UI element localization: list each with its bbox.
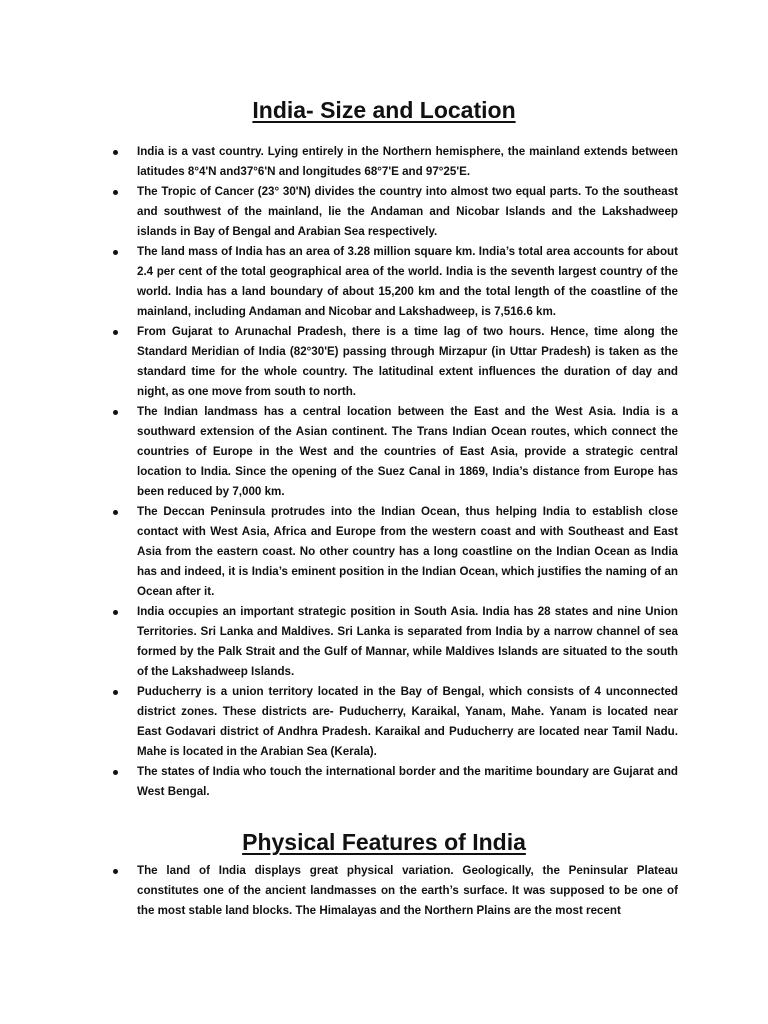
bullet-icon xyxy=(113,150,118,155)
list-item-text: From Gujarat to Arunachal Pradesh, there is a time lag of two hours. Hence, time along the Standard Meridian of India (82°30'E) passing through Mirzapur (in Uttar Pradesh) is taken as the standard time for the whole country. The latitudinal extent influences the duration of day and night, as one move from south to north. xyxy=(137,325,678,398)
list-item xyxy=(108,402,678,502)
list-item xyxy=(108,142,678,182)
list-item-text: The Deccan Peninsula protrudes into the Indian Ocean, thus helping India to establish close contact with West Asia, Africa and Europe from the western coast and with Southeast and East Asia from the eastern coast. No other country has a long coastline on the Indian Ocean as India has and indeed, it is India’s eminent position in the Indian Ocean, which justifies the naming of an Ocean after it. xyxy=(137,505,678,598)
bullet-icon xyxy=(113,610,118,615)
list-item-text: India is a vast country. Lying entirely in the Northern hemisphere, the mainland extends between latitudes 8°4'N and37°6'N and longitudes 68°7'E and 97°25'E. xyxy=(137,145,678,178)
bullet-icon xyxy=(113,410,118,415)
bullet-icon xyxy=(113,190,118,195)
bullet-icon xyxy=(113,330,118,335)
section-title-physical-features: Physical Features of India xyxy=(242,829,526,855)
list-item-text: The states of India who touch the international border and the maritime boundary are Gujarat and West Bengal. xyxy=(137,765,678,798)
list-item-text: The Tropic of Cancer (23° 30'N) divides the country into almost two equal parts. To the southeast and southwest of the mainland, lie the Andaman and Nicobar Islands and the Lakshadweep islands in Bay of Bengal and Arabian Sea respectively. xyxy=(137,185,678,238)
list-item xyxy=(108,182,678,242)
section-title-size-location: India- Size and Location xyxy=(252,97,516,123)
physical-features-bullet-list xyxy=(108,861,678,921)
size-location-bullet-list xyxy=(108,142,678,802)
list-item-text: India occupies an important strategic position in South Asia. India has 28 states and nine Union Territories. Sri Lanka and Maldives. Sri Lanka is separated from India by a narrow channel of sea formed by the Palk Strait and the Gulf of Mannar, while Maldives Islands are situated to the south of the Lakshadweep Islands. xyxy=(137,605,678,678)
bullet-icon xyxy=(113,510,118,515)
list-item-text: The Indian landmass has a central location between the East and the West Asia. India is a southward extension of the Asian continent. The Trans Indian Ocean routes, which connect the countries of Europe in the West and the countries of East Asia, provide a strategic central location to India. Since the opening of the Suez Canal in 1869, India’s distance from Europe has been reduced by 7,000 km. xyxy=(137,405,678,498)
list-item xyxy=(108,861,678,921)
list-item-text: The land of India displays great physical variation. Geologically, the Peninsular Plateau constitutes one of the ancient landmasses on the earth’s surface. It was supposed to be one of the most stable land blocks. The Himalayas and the Northern Plains are the most recent xyxy=(137,864,678,917)
bullet-icon xyxy=(113,690,118,695)
list-item-text: The land mass of India has an area of 3.28 million square km. India’s total area accounts for about 2.4 per cent of the total geographical area of the world. India is the seventh largest country of the world. India has a land boundary of about 15,200 km and the total length of the coastline of the mainland, including Andaman and Nicobar and Lakshadweep, is 7,516.6 km. xyxy=(137,245,678,318)
list-item xyxy=(108,762,678,802)
bullet-icon xyxy=(113,770,118,775)
list-item xyxy=(108,682,678,762)
list-item-text: Puducherry is a union territory located in the Bay of Bengal, which consists of 4 unconnected district zones. These districts are- Puducherry, Karaikal, Yanam, Mahe. Yanam is located near East Godavari district of Andhra Pradesh. Karaikal and Puducherry are located near Tamil Nadu. Mahe is located in the Arabian Sea (Kerala). xyxy=(137,685,678,758)
list-item xyxy=(108,502,678,602)
bullet-icon xyxy=(113,250,118,255)
bullet-icon xyxy=(113,869,118,874)
list-item xyxy=(108,242,678,322)
list-item xyxy=(108,322,678,402)
list-item xyxy=(108,602,678,682)
